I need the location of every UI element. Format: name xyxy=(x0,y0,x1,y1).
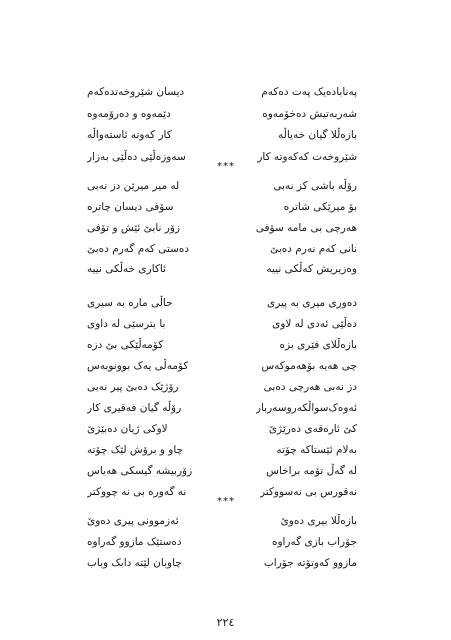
verse-left-hemistich: سه‌وزه‌ڵێی ده‌ڵێی به‌زار xyxy=(87,151,186,163)
verse-line xyxy=(87,106,357,122)
verse-left-hemistich: کۆمه‌ڵێکی بێ دزه xyxy=(87,339,164,351)
verse-right-hemistich: جۆراب بازی گه‌راوه xyxy=(271,536,357,548)
verse-line xyxy=(87,555,357,571)
verse-left-hemistich: ئه‌زموونی پیری ده‌وێ xyxy=(87,515,179,527)
verse-line xyxy=(87,316,357,332)
stanza-separator: *** xyxy=(216,161,235,172)
verse-line xyxy=(87,261,357,277)
verse-left-hemistich: کۆمه‌ڵی یه‌ک بوونوبه‌س xyxy=(87,360,189,372)
verse-line xyxy=(87,84,357,100)
verse-line xyxy=(87,513,357,529)
verse-right-hemistich: په‌ناباده‌یک په‌ت ده‌که‌م xyxy=(261,86,357,98)
verse-left-hemistich: رۆژێک ده‌بێ پیر نه‌بی xyxy=(87,381,179,393)
verse-right-hemistich: به‌لام ئێستاکه چۆته xyxy=(276,444,357,456)
verse-line xyxy=(87,379,357,395)
verse-right-hemistich: شه‌ربه‌تیش ده‌خۆمه‌وه xyxy=(262,108,357,120)
verse-line xyxy=(87,295,357,311)
verse-line xyxy=(87,421,357,437)
verse-left-hemistich: دیسان شێروخه‌تده‌که‌م xyxy=(87,86,185,98)
verse-line xyxy=(87,534,357,550)
verse-left-hemistich: حاڵی ماره به سیری xyxy=(87,297,173,309)
verse-right-hemistich: له گه‌ڵ تۆمه براخاس xyxy=(266,465,357,477)
verse-left-hemistich: زۆربیشه گیسکی هه‌یاس xyxy=(87,465,193,477)
verse-line xyxy=(87,241,357,257)
verse-right-hemistich: بازه‌ڵلا گیان خه‌یاڵه xyxy=(278,129,357,141)
verse-right-hemistich: هه‌رچی بی مامه سۆفی xyxy=(255,222,357,234)
verse-right-hemistich: ده‌وری میری به پیری xyxy=(266,297,357,309)
verse-right-hemistich: شێروخه‌ت که‌که‌وته کار xyxy=(257,151,357,163)
verse-right-hemistich: کێ ئاره‌قه‌ی ده‌رێژێ xyxy=(268,423,357,435)
verse-right-hemistich: وه‌زیریش که‌ڵکی نییه xyxy=(266,263,357,275)
verse-left-hemistich: چاوبان لێته دابک وباب xyxy=(87,557,182,569)
verse-left-hemistich: ئاکاری خه‌ڵکی نییه xyxy=(87,263,167,275)
verse-right-hemistich: ده‌ڵێی ئه‌دی له لاوی xyxy=(272,318,357,330)
verse-left-hemistich: له میر میرێن دز نه‌بی xyxy=(87,180,180,192)
verse-line xyxy=(87,400,357,416)
verse-line xyxy=(87,199,357,215)
verse-left-hemistich: دێمه‌وه‌ و ده‌رۆمه‌وه xyxy=(87,108,171,120)
verse-right-hemistich: بازه‌ڵلای فێری بزه xyxy=(279,339,357,351)
verse-left-hemistich: با بترسێی له داوی xyxy=(87,318,166,330)
verse-right-hemistich: رۆڵه باشی کز نه‌بی xyxy=(273,180,357,192)
verse-right-hemistich: ئه‌وه‌ک‌سواڵکه‌روسه‌ربار xyxy=(255,402,357,414)
verse-line xyxy=(87,463,357,479)
verse-left-hemistich: ده‌ستێک مازوو گه‌راوه xyxy=(87,536,182,548)
page-number: ٢٢٤ xyxy=(216,616,235,629)
verse-left-hemistich: کار که‌وته ئاسته‌واڵه xyxy=(87,129,172,141)
verse-line xyxy=(87,127,357,143)
verse-right-hemistich: نانی که‌م نه‌رم ده‌بێ xyxy=(270,243,357,255)
verse-line xyxy=(87,178,357,194)
verse-left-hemistich: لاوکی ژیان ده‌بێژێ xyxy=(87,423,168,435)
verse-left-hemistich: زۆر نابێ ئێش و تۆفی xyxy=(87,222,181,234)
verse-right-hemistich: دز نه‌بی هه‌رچی ده‌بی xyxy=(263,381,357,393)
verse-line xyxy=(87,442,357,458)
verse-right-hemistich: بۆ میرێکی شاتره xyxy=(283,201,357,213)
verse-left-hemistich: نه گه‌وره بی نه چووکتر xyxy=(87,486,187,498)
verse-right-hemistich: بازه‌ڵلا بیری ده‌وێ xyxy=(280,515,357,527)
verse-left-hemistich: ده‌ستی که‌م گه‌رم ده‌بێ xyxy=(87,243,190,255)
verse-line xyxy=(87,337,357,353)
verse-right-hemistich: چی هه‌یه بۆهه‌موکه‌س xyxy=(261,360,357,372)
verse-right-hemistich: نه‌قورس بی نه‌سووکتر xyxy=(259,486,357,498)
verse-left-hemistich: چاو و برۆش لێک چۆته xyxy=(87,444,184,456)
verse-line xyxy=(87,220,357,236)
verse-left-hemistich: سۆفی دیسان چاتره xyxy=(87,201,174,213)
verse-right-hemistich: مازوو که‌وتۆته جۆراب xyxy=(263,557,357,569)
stanza-separator: *** xyxy=(216,496,235,507)
verse-left-hemistich: رۆڵه گیان فه‌قیری کار xyxy=(87,402,182,414)
verse-line xyxy=(87,358,357,374)
